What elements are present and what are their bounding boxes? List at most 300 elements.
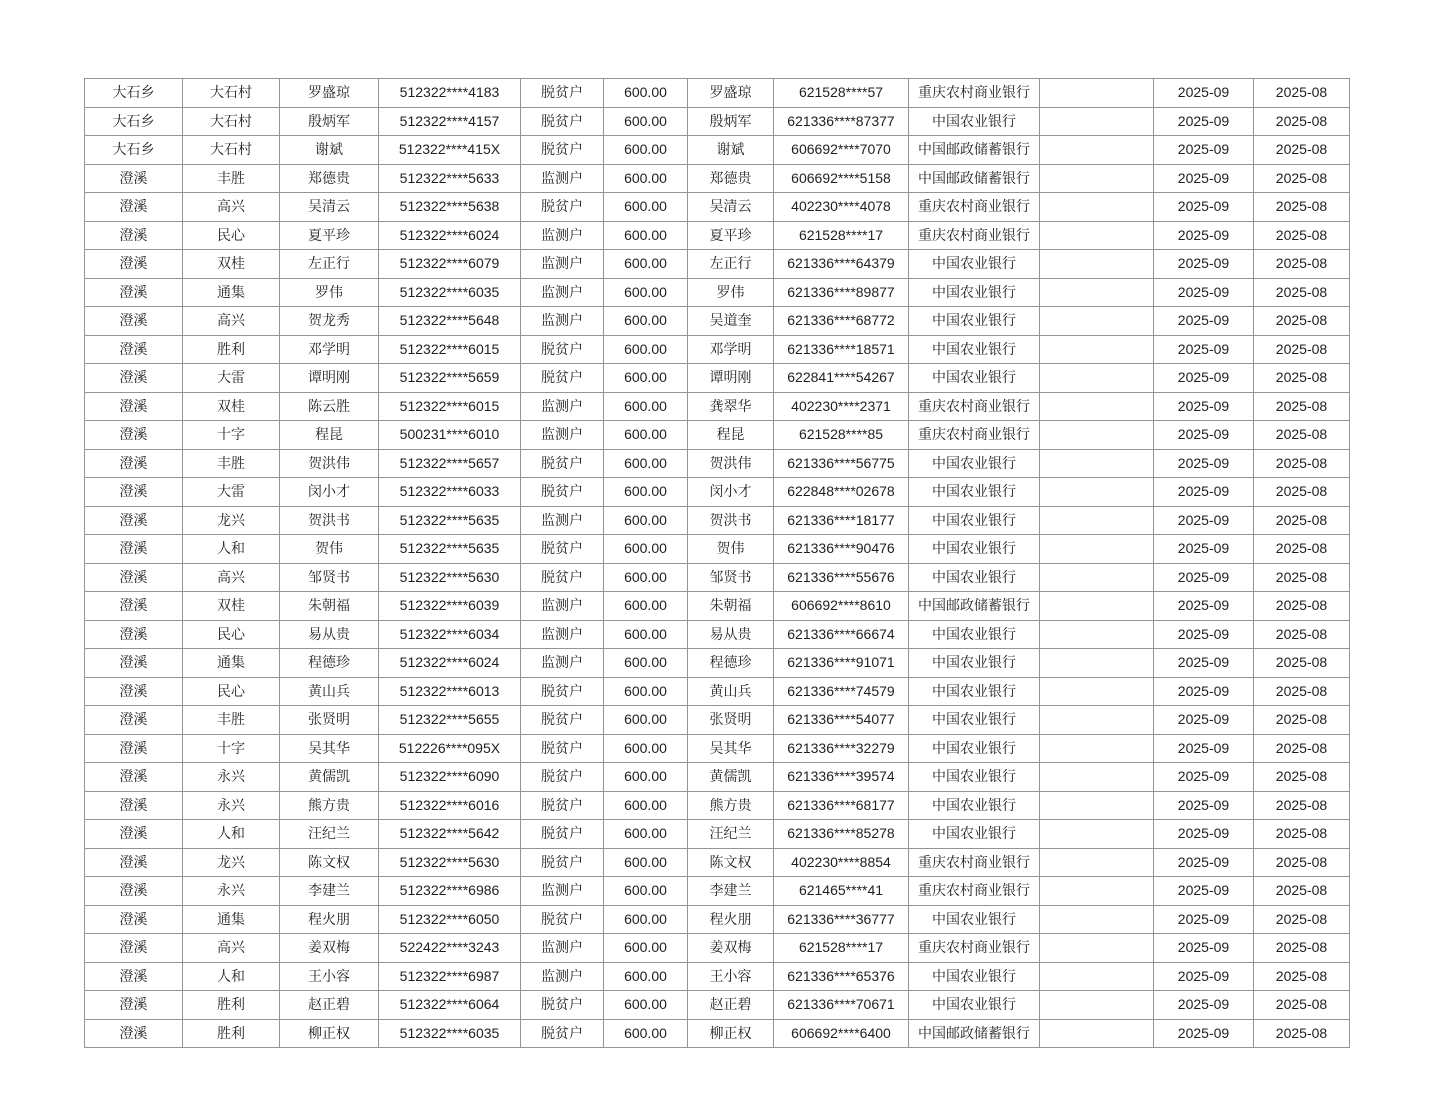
cell-bank_name[interactable]: 中国农业银行 (909, 620, 1040, 649)
cell-person_name[interactable]: 朱朝福 (280, 592, 379, 621)
cell-township[interactable]: 澄溪 (85, 905, 183, 934)
cell-household_type[interactable]: 监测户 (521, 221, 604, 250)
cell-bank_card_number[interactable]: 621336****91071 (774, 649, 909, 678)
cell-bank_card_number[interactable]: 621336****39574 (774, 763, 909, 792)
cell-household_type[interactable]: 脱贫户 (521, 107, 604, 136)
cell-month_b[interactable]: 2025-08 (1254, 535, 1350, 564)
cell-bank_card_number[interactable]: 621528****85 (774, 421, 909, 450)
cell-id_number[interactable]: 512322****6024 (379, 649, 521, 678)
cell-bank_card_number[interactable]: 621336****55676 (774, 563, 909, 592)
cell-month_b[interactable]: 2025-08 (1254, 791, 1350, 820)
cell-id_number[interactable]: 512226****095X (379, 734, 521, 763)
cell-bank_card_number[interactable]: 621336****54077 (774, 706, 909, 735)
cell-household_type[interactable]: 脱贫户 (521, 734, 604, 763)
cell-id_number[interactable]: 512322****5657 (379, 449, 521, 478)
cell-id_number[interactable]: 512322****6986 (379, 877, 521, 906)
cell-township[interactable]: 澄溪 (85, 877, 183, 906)
cell-amount[interactable]: 600.00 (604, 478, 688, 507)
cell-month_b[interactable]: 2025-08 (1254, 421, 1350, 450)
cell-person_name[interactable]: 陈文权 (280, 848, 379, 877)
cell-bank_card_number[interactable]: 621528****17 (774, 221, 909, 250)
cell-amount[interactable]: 600.00 (604, 877, 688, 906)
cell-person_name[interactable]: 李建兰 (280, 877, 379, 906)
cell-amount[interactable]: 600.00 (604, 706, 688, 735)
cell-person_name[interactable]: 张贤明 (280, 706, 379, 735)
cell-month_a[interactable]: 2025-09 (1154, 136, 1254, 165)
cell-id_number[interactable]: 512322****5630 (379, 563, 521, 592)
cell-household_type[interactable]: 脱贫户 (521, 677, 604, 706)
cell-township[interactable]: 澄溪 (85, 221, 183, 250)
cell-month_a[interactable]: 2025-09 (1154, 307, 1254, 336)
cell-township[interactable]: 澄溪 (85, 791, 183, 820)
cell-amount[interactable]: 600.00 (604, 307, 688, 336)
cell-payee_name[interactable]: 柳正权 (688, 1019, 774, 1048)
cell-month_b[interactable]: 2025-08 (1254, 592, 1350, 621)
cell-village[interactable]: 永兴 (183, 791, 280, 820)
cell-amount[interactable]: 600.00 (604, 905, 688, 934)
cell-person_name[interactable]: 邹贤书 (280, 563, 379, 592)
cell-person_name[interactable]: 吴清云 (280, 193, 379, 222)
cell-id_number[interactable]: 512322****6015 (379, 335, 521, 364)
cell-village[interactable]: 丰胜 (183, 449, 280, 478)
cell-bank_card_number[interactable]: 621336****65376 (774, 962, 909, 991)
cell-empty[interactable] (1040, 677, 1154, 706)
cell-empty[interactable] (1040, 848, 1154, 877)
cell-township[interactable]: 澄溪 (85, 763, 183, 792)
cell-person_name[interactable]: 谢斌 (280, 136, 379, 165)
cell-bank_name[interactable]: 中国农业银行 (909, 535, 1040, 564)
cell-month_a[interactable]: 2025-09 (1154, 221, 1254, 250)
cell-bank_name[interactable]: 中国农业银行 (909, 563, 1040, 592)
cell-township[interactable]: 澄溪 (85, 1019, 183, 1048)
cell-village[interactable]: 通集 (183, 905, 280, 934)
cell-bank_name[interactable]: 中国农业银行 (909, 991, 1040, 1020)
cell-township[interactable]: 澄溪 (85, 506, 183, 535)
cell-amount[interactable]: 600.00 (604, 620, 688, 649)
cell-empty[interactable] (1040, 763, 1154, 792)
cell-month_b[interactable]: 2025-08 (1254, 620, 1350, 649)
cell-empty[interactable] (1040, 592, 1154, 621)
cell-month_b[interactable]: 2025-08 (1254, 250, 1350, 279)
cell-township[interactable]: 澄溪 (85, 991, 183, 1020)
cell-bank_card_number[interactable]: 402230****8854 (774, 848, 909, 877)
cell-household_type[interactable]: 脱贫户 (521, 193, 604, 222)
cell-month_a[interactable]: 2025-09 (1154, 848, 1254, 877)
cell-village[interactable]: 大雷 (183, 364, 280, 393)
cell-empty[interactable] (1040, 563, 1154, 592)
cell-payee_name[interactable]: 程德珍 (688, 649, 774, 678)
cell-month_b[interactable]: 2025-08 (1254, 1019, 1350, 1048)
cell-id_number[interactable]: 512322****6050 (379, 905, 521, 934)
cell-village[interactable]: 人和 (183, 820, 280, 849)
cell-township[interactable]: 澄溪 (85, 193, 183, 222)
cell-village[interactable]: 高兴 (183, 307, 280, 336)
cell-bank_name[interactable]: 中国农业银行 (909, 791, 1040, 820)
cell-id_number[interactable]: 512322****5648 (379, 307, 521, 336)
cell-township[interactable]: 澄溪 (85, 250, 183, 279)
cell-township[interactable]: 大石乡 (85, 79, 183, 108)
cell-person_name[interactable]: 程昆 (280, 421, 379, 450)
cell-month_b[interactable]: 2025-08 (1254, 335, 1350, 364)
cell-person_name[interactable]: 吴其华 (280, 734, 379, 763)
cell-id_number[interactable]: 512322****5635 (379, 506, 521, 535)
cell-empty[interactable] (1040, 164, 1154, 193)
cell-empty[interactable] (1040, 107, 1154, 136)
cell-bank_card_number[interactable]: 621336****32279 (774, 734, 909, 763)
cell-id_number[interactable]: 512322****5659 (379, 364, 521, 393)
cell-bank_name[interactable]: 中国农业银行 (909, 962, 1040, 991)
cell-person_name[interactable]: 邓学明 (280, 335, 379, 364)
cell-person_name[interactable]: 黄儒凯 (280, 763, 379, 792)
cell-id_number[interactable]: 512322****6034 (379, 620, 521, 649)
cell-payee_name[interactable]: 吴道奎 (688, 307, 774, 336)
cell-person_name[interactable]: 贺伟 (280, 535, 379, 564)
cell-bank_card_number[interactable]: 606692****5158 (774, 164, 909, 193)
cell-person_name[interactable]: 夏平珍 (280, 221, 379, 250)
cell-household_type[interactable]: 脱贫户 (521, 364, 604, 393)
cell-bank_card_number[interactable]: 621528****17 (774, 934, 909, 963)
cell-amount[interactable]: 600.00 (604, 535, 688, 564)
cell-month_b[interactable]: 2025-08 (1254, 164, 1350, 193)
cell-amount[interactable]: 600.00 (604, 962, 688, 991)
cell-amount[interactable]: 600.00 (604, 335, 688, 364)
cell-month_b[interactable]: 2025-08 (1254, 649, 1350, 678)
cell-id_number[interactable]: 512322****6035 (379, 1019, 521, 1048)
cell-amount[interactable]: 600.00 (604, 592, 688, 621)
cell-township[interactable]: 澄溪 (85, 535, 183, 564)
cell-amount[interactable]: 600.00 (604, 79, 688, 108)
cell-village[interactable]: 永兴 (183, 877, 280, 906)
cell-empty[interactable] (1040, 877, 1154, 906)
cell-bank_card_number[interactable]: 621336****87377 (774, 107, 909, 136)
cell-payee_name[interactable]: 程火朋 (688, 905, 774, 934)
cell-village[interactable]: 十字 (183, 734, 280, 763)
cell-bank_name[interactable]: 中国邮政储蓄银行 (909, 1019, 1040, 1048)
cell-payee_name[interactable]: 王小容 (688, 962, 774, 991)
cell-bank_name[interactable]: 中国邮政储蓄银行 (909, 136, 1040, 165)
cell-village[interactable]: 高兴 (183, 193, 280, 222)
cell-bank_name[interactable]: 中国农业银行 (909, 364, 1040, 393)
cell-person_name[interactable]: 殷炳军 (280, 107, 379, 136)
cell-payee_name[interactable]: 罗伟 (688, 278, 774, 307)
cell-id_number[interactable]: 512322****6015 (379, 392, 521, 421)
cell-amount[interactable]: 600.00 (604, 506, 688, 535)
cell-month_b[interactable]: 2025-08 (1254, 905, 1350, 934)
cell-payee_name[interactable]: 龚翠华 (688, 392, 774, 421)
cell-id_number[interactable]: 512322****6024 (379, 221, 521, 250)
cell-month_a[interactable]: 2025-09 (1154, 335, 1254, 364)
cell-month_b[interactable]: 2025-08 (1254, 734, 1350, 763)
cell-bank_name[interactable]: 中国农业银行 (909, 706, 1040, 735)
cell-month_a[interactable]: 2025-09 (1154, 478, 1254, 507)
cell-township[interactable]: 澄溪 (85, 620, 183, 649)
cell-household_type[interactable]: 监测户 (521, 278, 604, 307)
cell-village[interactable]: 永兴 (183, 763, 280, 792)
cell-household_type[interactable]: 脱贫户 (521, 820, 604, 849)
cell-bank_name[interactable]: 中国农业银行 (909, 763, 1040, 792)
cell-bank_name[interactable]: 中国农业银行 (909, 335, 1040, 364)
cell-village[interactable]: 通集 (183, 278, 280, 307)
cell-township[interactable]: 澄溪 (85, 364, 183, 393)
cell-month_a[interactable]: 2025-09 (1154, 962, 1254, 991)
cell-bank_name[interactable]: 中国农业银行 (909, 734, 1040, 763)
cell-township[interactable]: 澄溪 (85, 677, 183, 706)
cell-month_b[interactable]: 2025-08 (1254, 107, 1350, 136)
cell-household_type[interactable]: 监测户 (521, 307, 604, 336)
cell-month_b[interactable]: 2025-08 (1254, 962, 1350, 991)
cell-bank_card_number[interactable]: 621336****74579 (774, 677, 909, 706)
cell-township[interactable]: 澄溪 (85, 649, 183, 678)
cell-bank_card_number[interactable]: 606692****6400 (774, 1019, 909, 1048)
cell-month_a[interactable]: 2025-09 (1154, 79, 1254, 108)
cell-township[interactable]: 澄溪 (85, 962, 183, 991)
cell-household_type[interactable]: 监测户 (521, 421, 604, 450)
cell-month_a[interactable]: 2025-09 (1154, 278, 1254, 307)
cell-amount[interactable]: 600.00 (604, 734, 688, 763)
cell-month_b[interactable]: 2025-08 (1254, 934, 1350, 963)
cell-month_a[interactable]: 2025-09 (1154, 734, 1254, 763)
cell-township[interactable]: 大石乡 (85, 107, 183, 136)
cell-id_number[interactable]: 512322****6987 (379, 962, 521, 991)
cell-empty[interactable] (1040, 649, 1154, 678)
cell-township[interactable]: 澄溪 (85, 449, 183, 478)
cell-empty[interactable] (1040, 620, 1154, 649)
cell-bank_name[interactable]: 中国农业银行 (909, 820, 1040, 849)
cell-empty[interactable] (1040, 364, 1154, 393)
cell-person_name[interactable]: 柳正权 (280, 1019, 379, 1048)
cell-bank_name[interactable]: 重庆农村商业银行 (909, 79, 1040, 108)
cell-village[interactable]: 大石村 (183, 107, 280, 136)
cell-payee_name[interactable]: 吴其华 (688, 734, 774, 763)
cell-village[interactable]: 丰胜 (183, 706, 280, 735)
cell-month_b[interactable]: 2025-08 (1254, 478, 1350, 507)
cell-amount[interactable]: 600.00 (604, 221, 688, 250)
cell-household_type[interactable]: 监测户 (521, 250, 604, 279)
cell-month_a[interactable]: 2025-09 (1154, 877, 1254, 906)
cell-month_a[interactable]: 2025-09 (1154, 392, 1254, 421)
cell-amount[interactable]: 600.00 (604, 278, 688, 307)
cell-person_name[interactable]: 贺洪伟 (280, 449, 379, 478)
cell-id_number[interactable]: 512322****6090 (379, 763, 521, 792)
cell-person_name[interactable]: 罗伟 (280, 278, 379, 307)
cell-month_b[interactable]: 2025-08 (1254, 193, 1350, 222)
cell-month_b[interactable]: 2025-08 (1254, 79, 1350, 108)
cell-village[interactable]: 胜利 (183, 1019, 280, 1048)
cell-amount[interactable]: 600.00 (604, 107, 688, 136)
cell-bank_name[interactable]: 重庆农村商业银行 (909, 934, 1040, 963)
cell-township[interactable]: 澄溪 (85, 421, 183, 450)
cell-village[interactable]: 通集 (183, 649, 280, 678)
cell-payee_name[interactable]: 熊方贵 (688, 791, 774, 820)
cell-bank_card_number[interactable]: 621336****36777 (774, 905, 909, 934)
cell-household_type[interactable]: 脱贫户 (521, 791, 604, 820)
cell-empty[interactable] (1040, 934, 1154, 963)
cell-household_type[interactable]: 监测户 (521, 392, 604, 421)
cell-empty[interactable] (1040, 478, 1154, 507)
cell-township[interactable]: 澄溪 (85, 164, 183, 193)
cell-amount[interactable]: 600.00 (604, 164, 688, 193)
cell-month_a[interactable]: 2025-09 (1154, 506, 1254, 535)
cell-payee_name[interactable]: 易从贵 (688, 620, 774, 649)
cell-household_type[interactable]: 监测户 (521, 592, 604, 621)
cell-month_a[interactable]: 2025-09 (1154, 164, 1254, 193)
cell-household_type[interactable]: 监测户 (521, 649, 604, 678)
cell-person_name[interactable]: 黄山兵 (280, 677, 379, 706)
cell-bank_card_number[interactable]: 606692****8610 (774, 592, 909, 621)
cell-empty[interactable] (1040, 79, 1154, 108)
cell-amount[interactable]: 600.00 (604, 563, 688, 592)
cell-empty[interactable] (1040, 535, 1154, 564)
cell-household_type[interactable]: 脱贫户 (521, 706, 604, 735)
cell-person_name[interactable]: 谭明刚 (280, 364, 379, 393)
cell-month_a[interactable]: 2025-09 (1154, 535, 1254, 564)
cell-township[interactable]: 澄溪 (85, 734, 183, 763)
cell-bank_card_number[interactable]: 606692****7070 (774, 136, 909, 165)
cell-month_a[interactable]: 2025-09 (1154, 991, 1254, 1020)
cell-village[interactable]: 高兴 (183, 563, 280, 592)
cell-village[interactable]: 胜利 (183, 335, 280, 364)
cell-person_name[interactable]: 陈云胜 (280, 392, 379, 421)
cell-person_name[interactable]: 汪纪兰 (280, 820, 379, 849)
cell-village[interactable]: 龙兴 (183, 848, 280, 877)
cell-bank_card_number[interactable]: 622848****02678 (774, 478, 909, 507)
cell-id_number[interactable]: 512322****4157 (379, 107, 521, 136)
cell-person_name[interactable]: 王小容 (280, 962, 379, 991)
cell-payee_name[interactable]: 邓学明 (688, 335, 774, 364)
cell-household_type[interactable]: 脱贫户 (521, 449, 604, 478)
cell-payee_name[interactable]: 李建兰 (688, 877, 774, 906)
cell-month_b[interactable]: 2025-08 (1254, 278, 1350, 307)
cell-id_number[interactable]: 522422****3243 (379, 934, 521, 963)
cell-household_type[interactable]: 监测户 (521, 620, 604, 649)
cell-empty[interactable] (1040, 449, 1154, 478)
cell-month_b[interactable]: 2025-08 (1254, 763, 1350, 792)
cell-village[interactable]: 双桂 (183, 392, 280, 421)
cell-payee_name[interactable]: 谢斌 (688, 136, 774, 165)
cell-bank_name[interactable]: 中国农业银行 (909, 478, 1040, 507)
cell-month_b[interactable]: 2025-08 (1254, 820, 1350, 849)
cell-person_name[interactable]: 易从贵 (280, 620, 379, 649)
cell-amount[interactable]: 600.00 (604, 820, 688, 849)
cell-amount[interactable]: 600.00 (604, 392, 688, 421)
cell-household_type[interactable]: 监测户 (521, 877, 604, 906)
cell-month_a[interactable]: 2025-09 (1154, 563, 1254, 592)
cell-household_type[interactable]: 监测户 (521, 962, 604, 991)
cell-amount[interactable]: 600.00 (604, 250, 688, 279)
cell-empty[interactable] (1040, 905, 1154, 934)
cell-amount[interactable]: 600.00 (604, 763, 688, 792)
cell-bank_name[interactable]: 中国农业银行 (909, 905, 1040, 934)
cell-payee_name[interactable]: 闵小才 (688, 478, 774, 507)
cell-village[interactable]: 大石村 (183, 136, 280, 165)
cell-amount[interactable]: 600.00 (604, 449, 688, 478)
cell-village[interactable]: 人和 (183, 962, 280, 991)
cell-empty[interactable] (1040, 734, 1154, 763)
cell-person_name[interactable]: 闵小才 (280, 478, 379, 507)
cell-payee_name[interactable]: 郑德贵 (688, 164, 774, 193)
cell-township[interactable]: 澄溪 (85, 307, 183, 336)
cell-id_number[interactable]: 512322****5638 (379, 193, 521, 222)
cell-bank_card_number[interactable]: 621336****68772 (774, 307, 909, 336)
cell-payee_name[interactable]: 程昆 (688, 421, 774, 450)
cell-township[interactable]: 澄溪 (85, 706, 183, 735)
cell-person_name[interactable]: 贺洪书 (280, 506, 379, 535)
cell-payee_name[interactable]: 贺洪书 (688, 506, 774, 535)
cell-village[interactable]: 人和 (183, 535, 280, 564)
cell-bank_card_number[interactable]: 621336****56775 (774, 449, 909, 478)
cell-household_type[interactable]: 脱贫户 (521, 79, 604, 108)
cell-bank_card_number[interactable]: 621336****18571 (774, 335, 909, 364)
cell-amount[interactable]: 600.00 (604, 848, 688, 877)
cell-id_number[interactable]: 512322****5635 (379, 535, 521, 564)
cell-month_a[interactable]: 2025-09 (1154, 421, 1254, 450)
cell-bank_name[interactable]: 中国农业银行 (909, 307, 1040, 336)
cell-household_type[interactable]: 脱贫户 (521, 991, 604, 1020)
cell-month_a[interactable]: 2025-09 (1154, 791, 1254, 820)
cell-payee_name[interactable]: 张贤明 (688, 706, 774, 735)
cell-amount[interactable]: 600.00 (604, 136, 688, 165)
cell-amount[interactable]: 600.00 (604, 791, 688, 820)
cell-payee_name[interactable]: 贺洪伟 (688, 449, 774, 478)
cell-township[interactable]: 澄溪 (85, 820, 183, 849)
cell-bank_card_number[interactable]: 621336****85278 (774, 820, 909, 849)
cell-bank_card_number[interactable]: 621336****64379 (774, 250, 909, 279)
cell-month_b[interactable]: 2025-08 (1254, 449, 1350, 478)
cell-township[interactable]: 澄溪 (85, 392, 183, 421)
cell-bank_name[interactable]: 重庆农村商业银行 (909, 877, 1040, 906)
cell-township[interactable]: 澄溪 (85, 278, 183, 307)
cell-month_a[interactable]: 2025-09 (1154, 905, 1254, 934)
cell-month_b[interactable]: 2025-08 (1254, 392, 1350, 421)
cell-village[interactable]: 龙兴 (183, 506, 280, 535)
cell-bank_card_number[interactable]: 622841****54267 (774, 364, 909, 393)
cell-empty[interactable] (1040, 335, 1154, 364)
cell-month_b[interactable]: 2025-08 (1254, 221, 1350, 250)
cell-month_b[interactable]: 2025-08 (1254, 706, 1350, 735)
cell-id_number[interactable]: 512322****5633 (379, 164, 521, 193)
cell-bank_name[interactable]: 中国邮政储蓄银行 (909, 164, 1040, 193)
cell-month_b[interactable]: 2025-08 (1254, 307, 1350, 336)
cell-person_name[interactable]: 程火朋 (280, 905, 379, 934)
cell-bank_card_number[interactable]: 402230****4078 (774, 193, 909, 222)
cell-month_a[interactable]: 2025-09 (1154, 706, 1254, 735)
cell-payee_name[interactable]: 汪纪兰 (688, 820, 774, 849)
cell-payee_name[interactable]: 黄山兵 (688, 677, 774, 706)
cell-household_type[interactable]: 脱贫户 (521, 905, 604, 934)
cell-township[interactable]: 澄溪 (85, 848, 183, 877)
cell-bank_name[interactable]: 中国邮政储蓄银行 (909, 592, 1040, 621)
cell-payee_name[interactable]: 陈文权 (688, 848, 774, 877)
cell-person_name[interactable]: 赵正碧 (280, 991, 379, 1020)
cell-empty[interactable] (1040, 991, 1154, 1020)
cell-id_number[interactable]: 500231****6010 (379, 421, 521, 450)
cell-amount[interactable]: 600.00 (604, 193, 688, 222)
cell-payee_name[interactable]: 贺伟 (688, 535, 774, 564)
cell-village[interactable]: 民心 (183, 620, 280, 649)
cell-empty[interactable] (1040, 392, 1154, 421)
cell-id_number[interactable]: 512322****6033 (379, 478, 521, 507)
cell-bank_name[interactable]: 中国农业银行 (909, 250, 1040, 279)
cell-bank_name[interactable]: 重庆农村商业银行 (909, 848, 1040, 877)
cell-bank_name[interactable]: 中国农业银行 (909, 506, 1040, 535)
cell-person_name[interactable]: 左正行 (280, 250, 379, 279)
cell-empty[interactable] (1040, 506, 1154, 535)
cell-id_number[interactable]: 512322****6035 (379, 278, 521, 307)
cell-month_a[interactable]: 2025-09 (1154, 677, 1254, 706)
cell-month_a[interactable]: 2025-09 (1154, 193, 1254, 222)
cell-month_a[interactable]: 2025-09 (1154, 620, 1254, 649)
cell-empty[interactable] (1040, 962, 1154, 991)
